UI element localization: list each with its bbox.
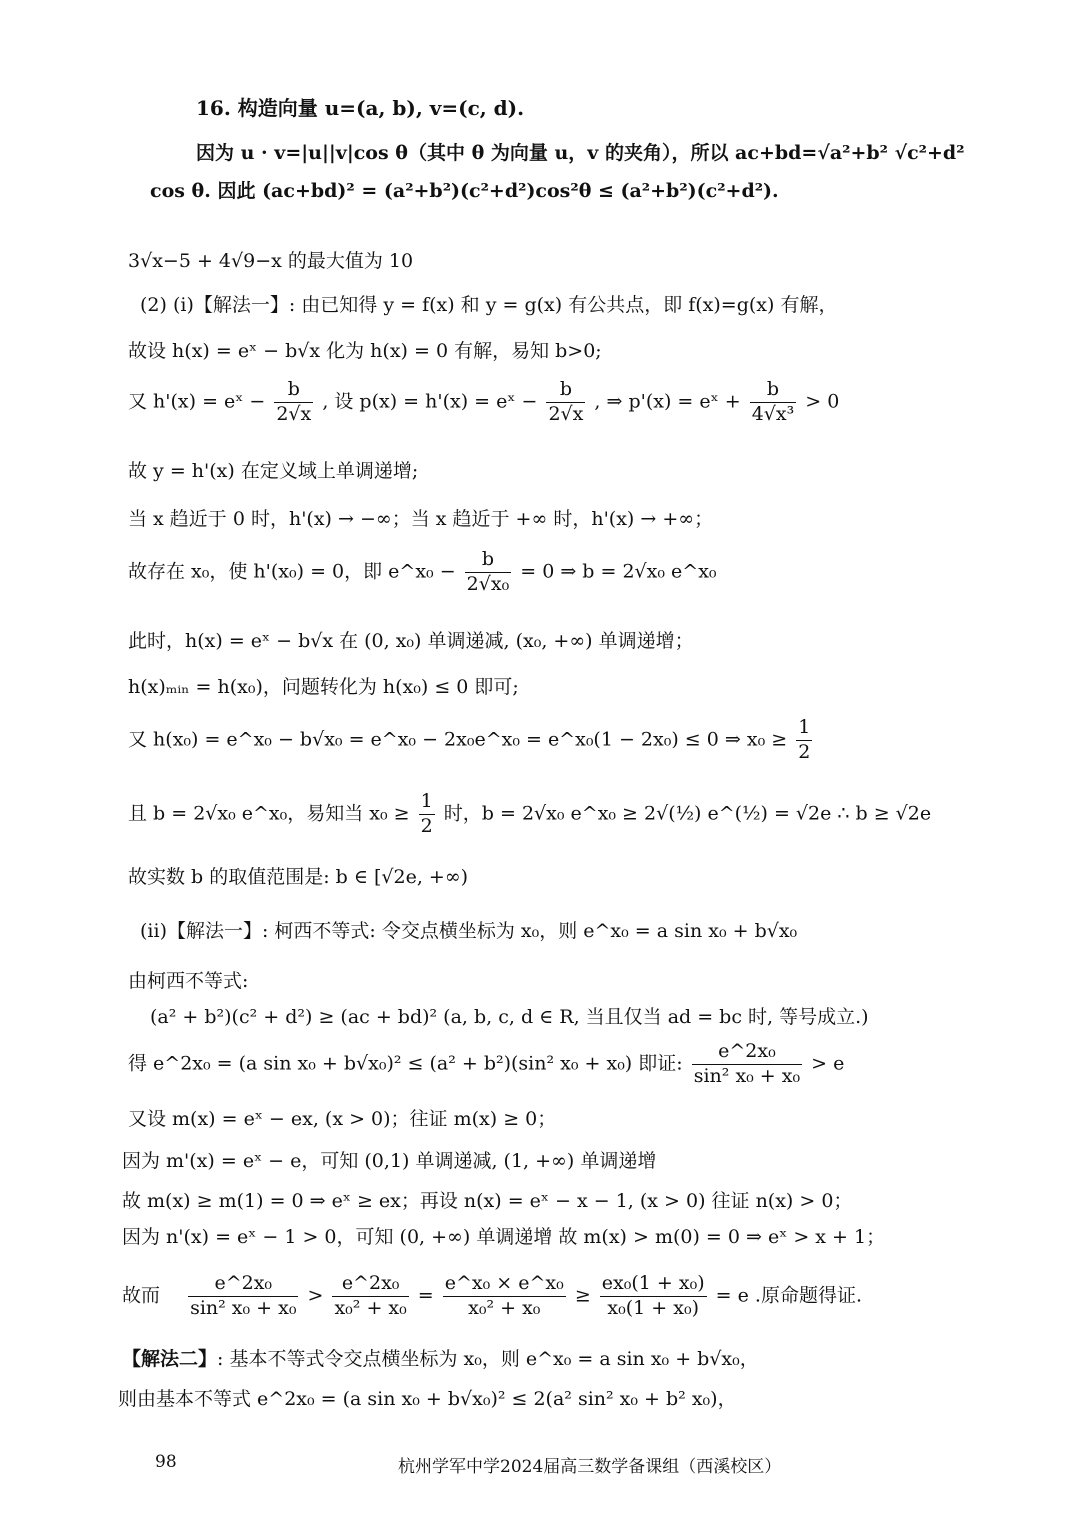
deriv-prefix: 又 h'(x) = eˣ − [128, 390, 266, 413]
fraction-h1 [188, 1272, 298, 1321]
hx0-text: 又 h(x₀) = e^x₀ − b√x₀ = e^x₀ − 2x₀e^x₀ = e^x₀(1 − 2x₀) ≤ 0 ⇒ x₀ ≥ [128, 728, 788, 751]
scan-line-2 [196, 138, 965, 165]
hmin-line: h(x)ₘᵢₙ = h(x₀)，问题转化为 h(x₀) ≤ 0 即可; [128, 676, 519, 698]
cauchy-inequality: (a² + b²)(c² + d²) ≥ (ac + bd)² (a, b, c, d ∈ R, 当且仅当 ad = bc 时, 等号成立.) [150, 1006, 869, 1028]
set-m-line: 又设 m(x) = eˣ − ex, (x > 0)；往证 m(x) ≥ 0； [128, 1108, 557, 1130]
page-number: 98 [155, 1452, 177, 1472]
fraction-exists-num: b [465, 548, 512, 573]
cauchy-title: 由柯西不等式: [128, 970, 249, 992]
hence-label: 故而 [122, 1284, 161, 1307]
monotone-line: 故 y = h'(x) 在定义域上单调递增; [128, 460, 419, 482]
fraction-2-den: 2√x [548, 402, 584, 425]
scan-line-3: cos θ. 因此 (ac+bd)² = (a²+b²)(c²+d²)cos²θ ≤ (a²+b²)(c²+d²). [150, 180, 779, 202]
hence-line [122, 1272, 862, 1321]
fraction-1-num: b [274, 378, 313, 403]
fraction-half-2-num: 1 [419, 790, 435, 815]
fraction-1 [274, 378, 313, 427]
fraction-exists-den: 2√x₀ [466, 572, 510, 595]
exists-suffix: = 0 ⇒ b = 2√x₀ e^x₀ [520, 560, 717, 583]
hx0-line [128, 716, 815, 765]
hence-end: = e .原命题得证. [715, 1284, 862, 1307]
method2-line [122, 1344, 759, 1371]
m-result-line: 故 m(x) ≥ m(1) = 0 ⇒ eˣ ≥ ex；再设 n(x) = eˣ − x − 1, (x > 0) 往证 n(x) > 0； [122, 1190, 853, 1212]
fraction-h1-den: sin² x₀ + x₀ [190, 1296, 297, 1319]
footer-org: 杭州学军中学2024届高三数学备课组（西溪校区） [398, 1457, 782, 1477]
method2-line-b: 则由基本不等式 e^2x₀ = (a sin x₀ + b√x₀)² ≤ 2(a² sin² x₀ + b² x₀)， [118, 1388, 737, 1410]
get-text: 得 e^2x₀ = (a sin x₀ + b√x₀)² ≤ (a² + b²)(sin² x₀ + x₀) 即证: [128, 1052, 683, 1075]
fraction-exists [465, 548, 512, 597]
m-deriv-line: 因为 m'(x) = eˣ − e，可知 (0,1) 单调递减, (1, +∞) 单调递增 [122, 1150, 657, 1172]
fraction-get-den: sin² x₀ + x₀ [693, 1064, 801, 1087]
fraction-h4-num: ex₀(1 + x₀) [600, 1272, 707, 1297]
fraction-2 [546, 378, 585, 427]
get-end: > e [811, 1052, 845, 1075]
fraction-h4 [600, 1272, 707, 1321]
part2-ii-line: (ii)【解法一】: 柯西不等式: 令交点横坐标为 x₀，则 e^x₀ = a sin x₀ + b√x₀ [140, 920, 798, 942]
fraction-h1-num: e^2x₀ [188, 1272, 298, 1297]
fraction-3-den: 4√x³ [751, 402, 795, 425]
n-deriv-line: 因为 n'(x) = eˣ − 1 > 0，可知 (0, +∞) 单调递增 故 m(x) > m(0) = 0 ⇒ eˣ > x + 1； [122, 1226, 886, 1248]
fraction-h3-num: e^x₀ × e^x₀ [443, 1272, 566, 1297]
method2-label: 【解法二】 [122, 1348, 218, 1370]
max-value-line: 3√x−5 + 4√9−x 的最大值为 10 [128, 250, 414, 272]
deriv-mid: , 设 p(x) = h'(x) = eˣ − [322, 390, 538, 413]
range-line: 故实数 b 的取值范围是: b ∈ [√2e, +∞) [128, 866, 469, 888]
fraction-2-num: b [546, 378, 585, 403]
exists-prefix: 故存在 x₀，使 h'(x₀) = 0，即 e^x₀ − [128, 560, 456, 583]
ge-sign: ≥ [574, 1284, 591, 1307]
fraction-h4-den: x₀(1 + x₀) [607, 1296, 699, 1319]
fraction-h2-den: x₀² + x₀ [334, 1296, 407, 1319]
get-line [128, 1040, 844, 1089]
fraction-3 [750, 378, 797, 427]
gt-sign: > [307, 1284, 324, 1307]
fraction-half-num: 1 [796, 716, 812, 741]
deriv-end: > 0 [805, 390, 840, 413]
fraction-h3-den: x₀² + x₀ [468, 1296, 541, 1319]
andb-line [128, 790, 931, 839]
scan-line-2-roots: √a²+b² √c²+d² [817, 142, 965, 164]
limits-line: 当 x 趋近于 0 时，h'(x) → −∞；当 x 趋近于 +∞ 时，h'(x) → +∞； [128, 508, 714, 530]
method2-text: : 基本不等式令交点横坐标为 x₀，则 e^x₀ = a sin x₀ + b√x₀， [217, 1348, 759, 1370]
andb-text-a: 且 b = 2√x₀ e^x₀，易知当 x₀ ≥ [128, 802, 410, 825]
at-this-line: 此时，h(x) = eˣ − b√x 在 (0, x₀) 单调递减, (x₀, +∞) 单调递增； [128, 630, 694, 652]
derivative-line [128, 378, 839, 427]
fraction-get-num: e^2x₀ [692, 1040, 802, 1065]
fraction-half [796, 716, 812, 765]
fraction-half-den: 2 [798, 740, 811, 763]
scan-line-1: 16. 构造向量 u=(a, b), v=(c, d). [196, 96, 525, 120]
fraction-half-2 [419, 790, 435, 839]
fraction-3-num: b [750, 378, 797, 403]
deriv-mid2: , ⇒ p'(x) = eˣ + [594, 390, 741, 413]
fraction-1-den: 2√x [276, 402, 312, 425]
fraction-get [692, 1040, 802, 1089]
set-h-line: 故设 h(x) = eˣ − b√x 化为 h(x) = 0 有解，易知 b>0; [128, 340, 602, 362]
fraction-h2-num: e^2x₀ [332, 1272, 408, 1297]
fraction-h3 [443, 1272, 566, 1321]
fraction-h2 [332, 1272, 408, 1321]
scan-line-2-text: 因为 u · v=|u||v|cos θ（其中 θ 为向量 u，v 的夹角），所以 ac+bd= [196, 142, 818, 164]
andb-text-b: 时，b = 2√x₀ e^x₀ ≥ 2√(½) e^(½) = √2e ∴ b ≥ √2e [443, 802, 932, 825]
eq-sign: = [417, 1284, 434, 1307]
fraction-half-2-den: 2 [420, 814, 433, 837]
part2-i-line: (2) (i)【解法一】: 由已知得 y = f(x) 和 y = g(x) 有公共点，即 f(x)=g(x) 有解， [140, 294, 838, 316]
exists-line [128, 548, 717, 597]
